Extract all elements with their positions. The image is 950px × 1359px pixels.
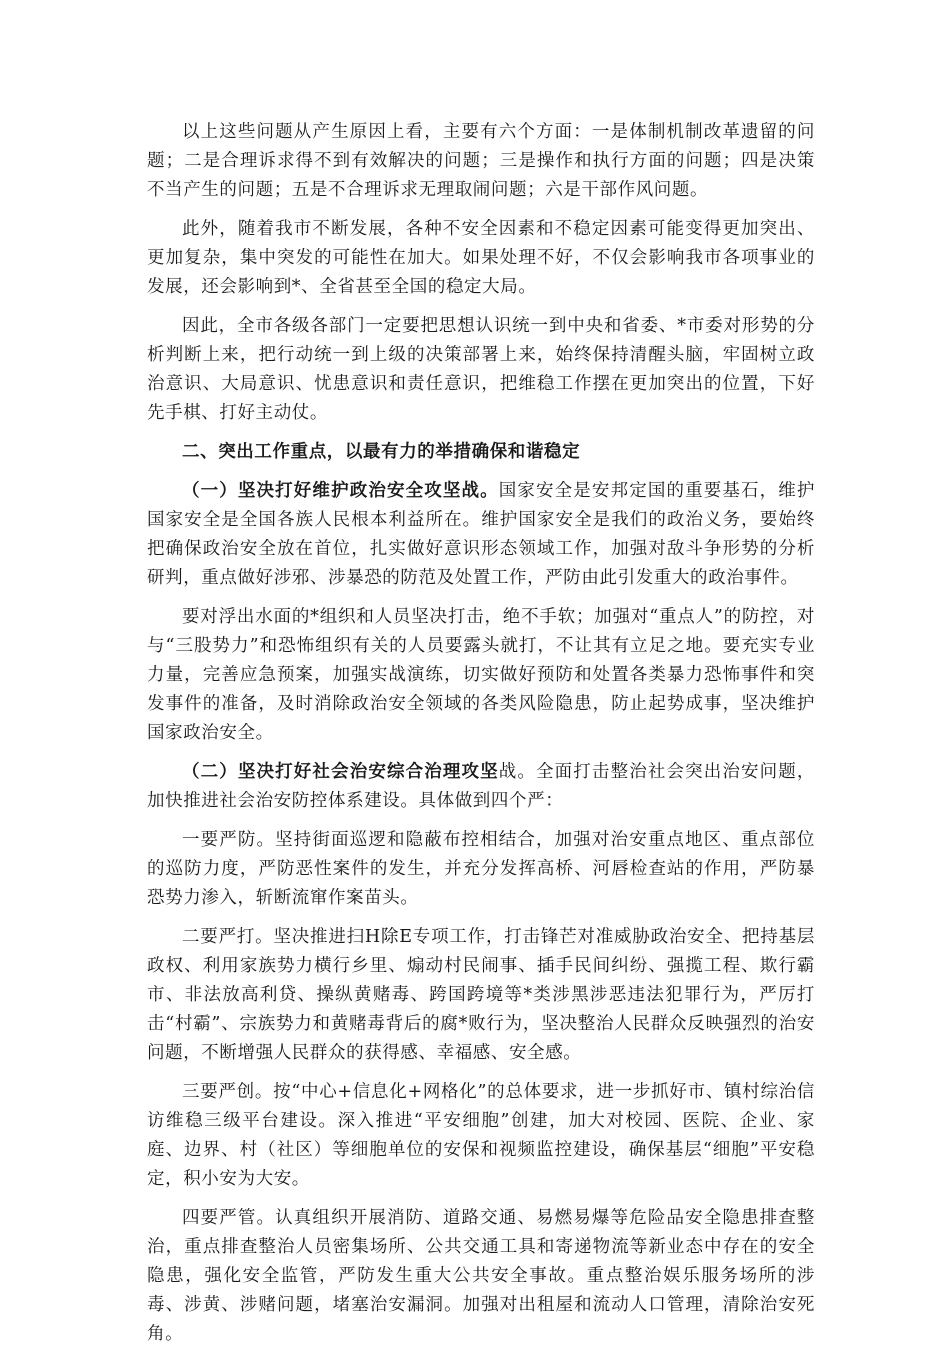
subsection-heading-2: （二）坚决打好社会治安综合治理攻坚 <box>182 762 499 782</box>
paragraph-strike: 二要严打。坚决推进扫H除E专项工作，打击锋芒对准威胁政治安全、把持基层政权、利用家族势力横行乡里、煽动村民闹事、插手民间纠纷、强揽工程、欺行霸市、非法放高利贷、操纵黄赌毒、跨国跨境等*类涉黑涉恶违法犯罪行为，严厉打击“村霸”、宗族势力和黄赌毒背后的腐*败行为，坚决整治人民群众反映强烈的治安问题，不断增强人民群众的获得感、幸福感、安全感。 <box>147 927 815 1063</box>
paragraph-risks: 此外，随着我市不断发展，各种不安全因素和不稳定因素可能变得更加突出、更加复杂，集中突发的可能性在加大。如果处理不好，不仅会影响我市各项事业的发展，还会影响到*、全省甚至全国的稳定大局。 <box>147 219 815 297</box>
paragraph-body: 战。全面打击整治社会突出治安问题，加快推进社会治安防控体系建设。具体做到四个严： <box>147 762 815 811</box>
paragraph-political-security <box>147 477 815 593</box>
paragraph-body: 国家安全是安邦定国的重要基石，维护国家安全是全国各族人民根本利益所在。维护国家安全是我们的政治义务，要始终把确保政治安全放在首位，扎实做好意识形态领域工作，加强对敌斗争形势的分析研判，重点做好涉邪、涉暴恐的防范及处置工作，严防由此引发重大的政治事件。 <box>147 481 815 588</box>
paragraph-public-order <box>147 758 815 816</box>
paragraph-crackdown: 要对浮出水面的*组织和人员坚决打击，绝不手软；加强对“重点人”的防控，对与“三股势力”和恐怖组织有关的人员要露头就打，不让其有立足之地。要充实专业力量，完善应急预案，加强实战演练，切实做好预防和处置各类暴力恐怖事件和突发事件的准备，及时消除政治安全领域的各类风险隐患，防止起势成事，坚决维护国家政治安全。 <box>147 607 815 743</box>
paragraph-causes: 以上这些问题从产生原因上看，主要有六个方面：一是体制机制改革遗留的问题；二是合理诉求得不到有效解决的问题；三是操作和执行方面的问题；四是决策不当产生的问题；五是不合理诉求无理取闹问题；六是干部作风问题。 <box>147 122 815 200</box>
paragraph-prevention: 一要严防。坚持街面巡逻和隐蔽布控相结合，加强对治安重点地区、重点部位的巡防力度，严防恶性案件的发生，并充分发挥高桥、河唇检查站的作用，严防暴恐势力渗入，斩断流窜作案苗头。 <box>147 830 815 908</box>
subsection-heading-1: （一）坚决打好维护政治安全攻坚战。 <box>182 481 499 501</box>
document-page <box>147 118 815 1359</box>
paragraph-create: 三要严创。按“中心+信息化+网格化”的总体要求，进一步抓好市、镇村综治信访维稳三级平台建设。深入推进“平安细胞”创建，加大对校园、医院、企业、家庭、边界、村（社区）等细胞单位的安保和视频监控建设，确保基层“细胞”平安稳定，积小安为大安。 <box>147 1082 815 1189</box>
paragraph-awareness: 因此，全市各级各部门一定要把思想认识统一到中央和省委、*市委对形势的分析判断上来，把行动统一到上级的决策部署上来，始终保持清醒头脑，牢固树立政治意识、大局意识、忧患意识和责任意识，把维稳工作摆在更加突出的位置，下好先手棋、打好主动仗。 <box>147 316 815 423</box>
section-heading-2: 二、突出工作重点，以最有力的举措确保和谐稳定 <box>182 442 581 462</box>
paragraph-manage: 四要严管。认真组织开展消防、道路交通、易燃易爆等危险品安全隐患排查整治，重点排查整治人员密集场所、公共交通工具和寄递物流等新业态中存在的安全隐患，强化安全监管，严防发生重大公共安全事故。重点整治娱乐服务场所的涉毒、涉黄、涉赌问题，堵塞治安漏洞。加强对出租屋和流动人口管理，清除治安死角。 <box>147 1208 815 1344</box>
